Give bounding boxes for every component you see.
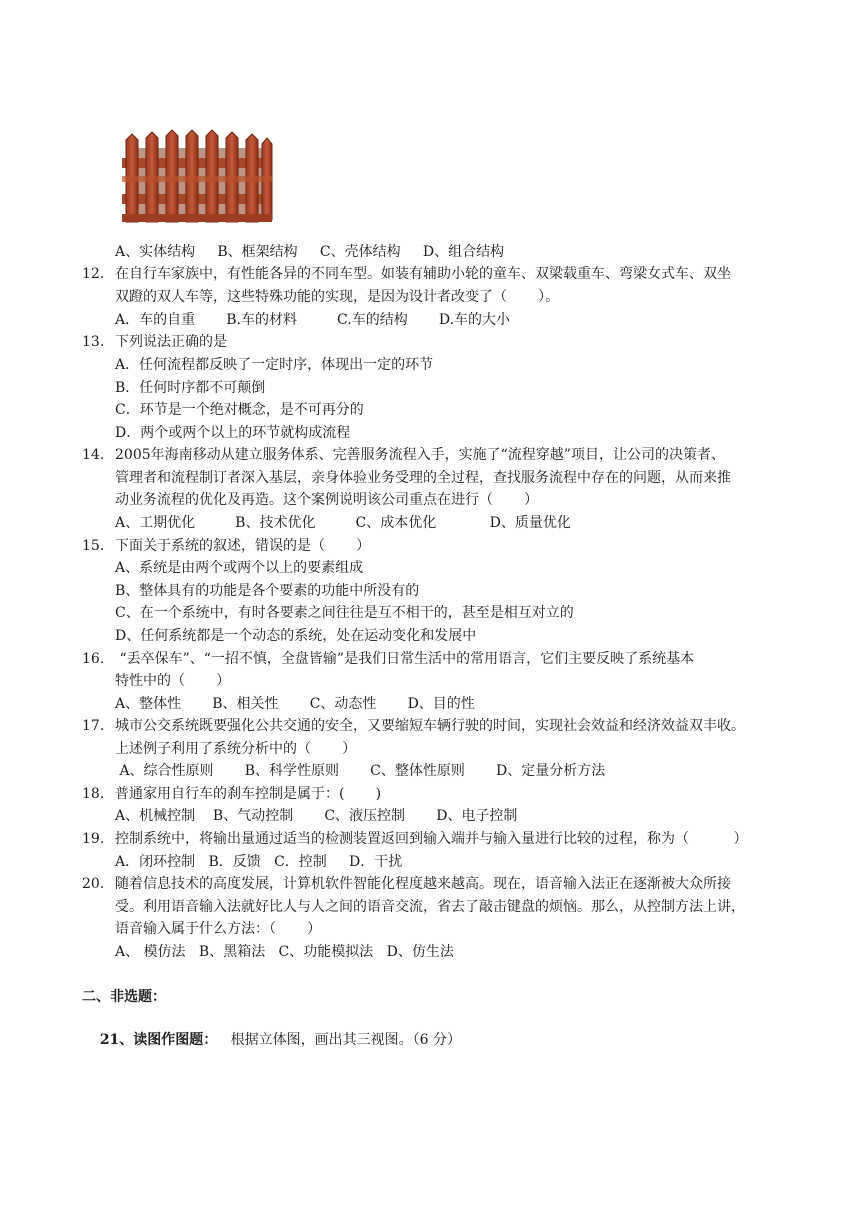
- q19-options: A．闭环控制 B．反馈 C．控制 D．干扰: [115, 854, 403, 870]
- q18-options: A、机械控制 B、气动控制 C、液压控制 D、电子控制: [115, 808, 518, 824]
- q15-text: 下面关于系统的叙述，错误的是（ ）: [115, 538, 371, 554]
- q13-option-b: B．任何时序都不可颠倒: [115, 380, 266, 396]
- q17-text-line1: 城市公交系统既要强化公共交通的安全，又要缩短车辆行驶的时间，实现社会效益和经济效益双丰收。: [115, 718, 745, 734]
- q16-options: A、整体性 B、相关性 C、动态性 D、目的性: [115, 696, 475, 712]
- q13-option-c: C．环节是一个绝对概念，是不可再分的: [115, 402, 364, 418]
- q18-number: 18.: [82, 786, 105, 802]
- q20-text-line3: 语音输入属于什么方法：（ ）: [115, 921, 322, 937]
- q16-text-line2: 特性中的（ ）: [115, 673, 231, 689]
- section-title: 二、非选题：: [82, 989, 166, 1005]
- q12-text-line2: 双蹬的双人车等，这些特殊功能的实现，是因为设计者改变了（ ）。: [115, 289, 560, 305]
- q17-options: A、综合性原则 B、科学性原则 C、整体性原则 D、定量分析方法: [115, 763, 606, 779]
- q13-text: 下列说法正确的是: [115, 334, 227, 350]
- q18-text: 普通家用自行车的刹车控制是属于：( ): [115, 786, 382, 802]
- q15-option-c: C、在一个系统中，有时各要素之间往往是互不相干的，甚至是相互对立的: [115, 605, 574, 621]
- q16-number: 16.: [82, 651, 105, 667]
- q13-option-d: D．两个或两个以上的环节就构成流程: [115, 425, 351, 441]
- q15-option-b: B、整体具有的功能是各个要素的功能中所没有的: [115, 583, 420, 599]
- q11-options: A、实体结构 B、框架结构 C、壳体结构 D、组合结构: [115, 244, 505, 260]
- q14-text-line3: 动业务流程的优化及再造。这个案例说明该公司重点在进行（ ）: [115, 492, 539, 508]
- q15-number: 15.: [82, 538, 105, 554]
- q20-number: 20.: [82, 876, 105, 892]
- q17-number: 17.: [82, 718, 105, 734]
- q15-option-a: A、系统是由两个或两个以上的要素组成: [115, 560, 364, 576]
- wooden-fence-figure: [118, 118, 276, 230]
- q21-line: [82, 1010, 462, 1048]
- q20-options: A、 模仿法 B、黑箱法 C、功能模拟法 D、仿生法: [115, 944, 454, 960]
- q19-text: 控制系统中，将输出量通过适当的检测装置返回到输入端并与输入量进行比较的过程，称为（ ）: [115, 831, 748, 847]
- q13-option-a: A．任何流程都反映了一定时序，体现出一定的环节: [115, 357, 434, 373]
- q16-text-line1: “丢卒保车”、“一招不慎，全盘皆输”是我们日常生活中的常用语言，它们主要反映了系统基本: [115, 651, 695, 667]
- q20-text-line2: 受。利用语音输入法就好比人与人之间的语音交流，省去了敲击键盘的烦恼。那么，从控制方法上讲，: [115, 899, 745, 915]
- q14-number: 14.: [82, 447, 105, 463]
- q14-text-line2: 管理者和流程制订者深入基层，亲身体验业务受理的全过程，查找服务流程中存在的问题，从而来推: [115, 470, 731, 486]
- q17-text-line2: 上述例子利用了系统分析中的（ ）: [115, 741, 357, 757]
- q15-option-d: D、任何系统都是一个动态的系统，处在运动变化和发展中: [115, 628, 477, 644]
- q12-options: A．车的自重 B.车的材料 C.车的结构 D.车的大小: [115, 312, 511, 328]
- q20-text-line1: 随着信息技术的高度发展，计算机软件智能化程度越来越高。现在，语音输入法正在逐渐被大众所接: [115, 876, 731, 892]
- q14-text-line1: 2005年海南移动从建立服务体系、完善服务流程入手，实施了“流程穿越”项目，让公司的决策者、: [115, 447, 725, 463]
- q12-text-line1: 在自行车家族中，有性能各异的不同车型。如装有辅助小轮的童车、双梁载重车、弯梁女式车、双坐: [115, 266, 731, 282]
- q21-label: 21、读图作图题：: [99, 1032, 218, 1048]
- q21-text: 根据立体图，画出其三视图。（6 分）: [217, 1032, 462, 1048]
- q14-options: A、工期优化 B、技术优化 C、成本优化 D、质量优化: [115, 515, 571, 531]
- q12-number: 12.: [82, 266, 105, 282]
- q19-number: 19.: [82, 831, 105, 847]
- q13-number: 13.: [82, 334, 105, 350]
